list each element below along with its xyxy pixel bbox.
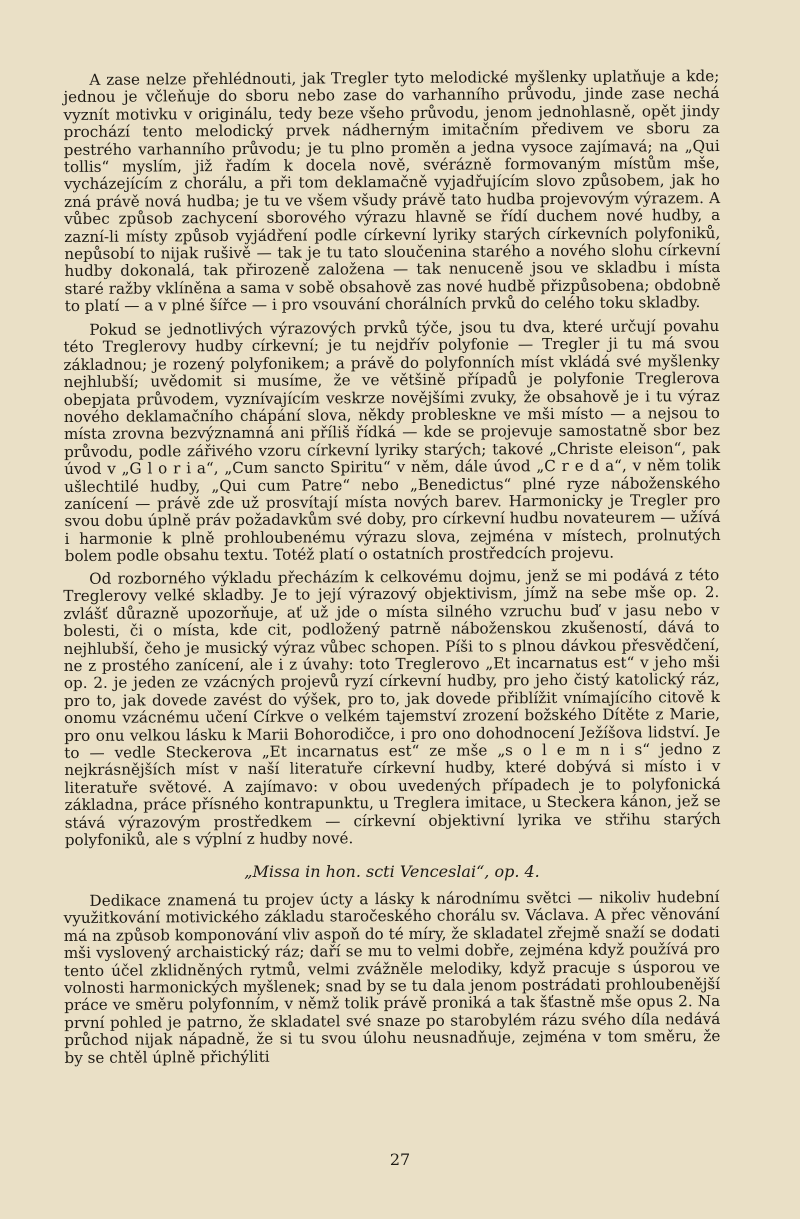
paragraph-1: A zase nelze přehlédnouti, jak Tregler tyto melodické myšlenky uplatňuje a kde; jednou je včleňuje do sboru nebo zase do varhanního průvodu, jinde zase nechá vyznít motivku v originálu, tedy beze všeho průvodu, jenom jednohlasně, opět jindy prochází tento melodický prvek nádherným imitačním předivem ve sboru za pestrého varhanního průvodu; je tu plno proměn a jedna vysoce zajímavá; na „Qui tollis“ myslím, již řadím k docela nově, svérázně formovaným místům mše, vycházejícím z chorálu, a při tom deklamačně vyjadřujícím slovo způsobem, jak ho zná právě nová hudba; je tu ve všem všudy právě tato hudba projevovým výrazem. A vůbec způsob zachycení sborového výrazu hlavně se řídí duchem nové hudby, a zazní-li místy způsob vyjádření podle církevní lyriky starých církevních polyfoniků, nepůsobí to nijak rušivě — tak je tu tato sloučenina starého a nového slohu církevní hudby dokonalá, tak přirozeně založena — tak nenuceně jsou ve skladbu i místa staré ražby vklíněna a sama v sobě obsahově zas nové hudbě přizpůsobena; obdobně to platí — a v plné šířce — i pro vsouvání chorálních prvků do celého toku skladby. (63, 66, 721, 316)
paragraph-2: Pokud se jednotlivých výrazových prvků týče, jsou tu dva, které určují povahu této Treglerovy hudby církevní; je tu nejdřív polyfonie — Tregler ji tu má svou základnou; je rozený polyfonikem; a právě do polyfonních míst vkládá své myšlenky nejhlubší; uvědomit si musíme, že ve většině případů je polyfonie Treglerova obepjata průvodem, vyznívajícím veskrze novějšími zvuky, že obsahově je i tu výraz nového deklamačního chápání slova, někdy probleskne ve mši místo — a nejsou to místa zrovna bezvýznamná ani příliš řídká — kde se projevuje samostatně sbor bez průvodu, podle zářivého vzoru církevní lyriky starých; takové „Christe eleison“, pak úvod v „G l o r i a“, „Cum sancto Spiritu“ v něm, dále úvod „C r e d a“, v něm tolik ušlechtilé hudby, „Qui cum Patre“ nebo „Benedictus“ plné ryze náboženského zanícení — právě zde už prosvítají místa nových barev. Harmonicky je Tregler pro svou dobu úplně práv požadavkům své doby, pro církevní hudbu novateurem — užívá i harmonie k plně prohloubenému výrazu slova, zejména v místech, prolnutých bolem podle obsahu textu. Totéž platí o ostatních prostředcích projevu. (63, 316, 721, 565)
page-number: 27 (389, 1150, 411, 1169)
paragraph-4: Dedikace znamená tu projev úcty a lásky k národnímu světci — nikoliv hudební využitkování motivického základu staročeského chorálu sv. Václava. A přec věnování má na způsob komponování vliv aspoň do té míry, že skladatel zřejmě snaží se dodati mši vyslovený archaistický ráz; daří se mu to velmi dobře, zejména když používá pro tento účel zklidněných rytmů, velmi zvážněle melodiky, když pracuje s úsporou ve volnosti harmonických myšlenek; snad by se tu dala jenom postrádati prohloubenější práce ve směru polyfonním, v němž tolik právě proniká a tak šťastně mše opus 2. Na první pohled je patrno, že skladatel své snaze po starobylém rázu svého díla nedává průchod nijak nápadně, že si tu svou úlohu neusnadňuje, zejména v tom směru, že by se chtěl úplně přichýliti (63, 887, 721, 1067)
paragraph-3: Od rozborného výkladu přecházím k celkovému dojmu, jenž se mi podává z této Treglerovy velké skladby. Je to její výrazový objektivism, jímž na sebe mše op. 2. zvlášť důrazně upozorňuje, ať už jde o místa silného vzruchu buď v jasu nebo v bolesti, či o místa, kde cit, podložený patrně náboženskou zkušeností, dává to nejhlubší, čeho je musický výraz vůbec schopen. Píši to s plnou dávkou přesvědčení, ne z prostého zanícení, ale i z úvahy: toto Treglerovo „Et incarnatus est“ v jeho mši op. 2. je jeden ze vzácných projevů ryzí církevní hudby, pro jeho čistý katolický ráz, pro to, jak dovede zavést do výšek, pro to, jak dovede přiblížit vnímajícího citově k onomu vzácnému učení Církve o velkém tajemství zrození božského Dítěte z Marie, pro onu velkou lásku k Marii Bohorodičce, i pro ono dohodnocení Ježíšova lidství. Je to — vedle Steckerova „Et incarnatus est“ ze mše „s o l e m n i s“ jedno z nejkrásnějších míst v naší literatuře církevní hudby, které dobývá si místo i v literatuře světové. A zajímavo: v obou uvedených případech je to polyfonická základna, práce přísného kontrapunktu, u Treglera imitace, u Steckera kánon, jež se stává výrazovým prostředkem — církevní objektivní lyrika ve střihu starých polyfoniků, ale s výplní z hudby nové. (63, 566, 721, 850)
section-heading: „Missa in hon. scti Venceslai“, op. 4. (244, 861, 540, 881)
